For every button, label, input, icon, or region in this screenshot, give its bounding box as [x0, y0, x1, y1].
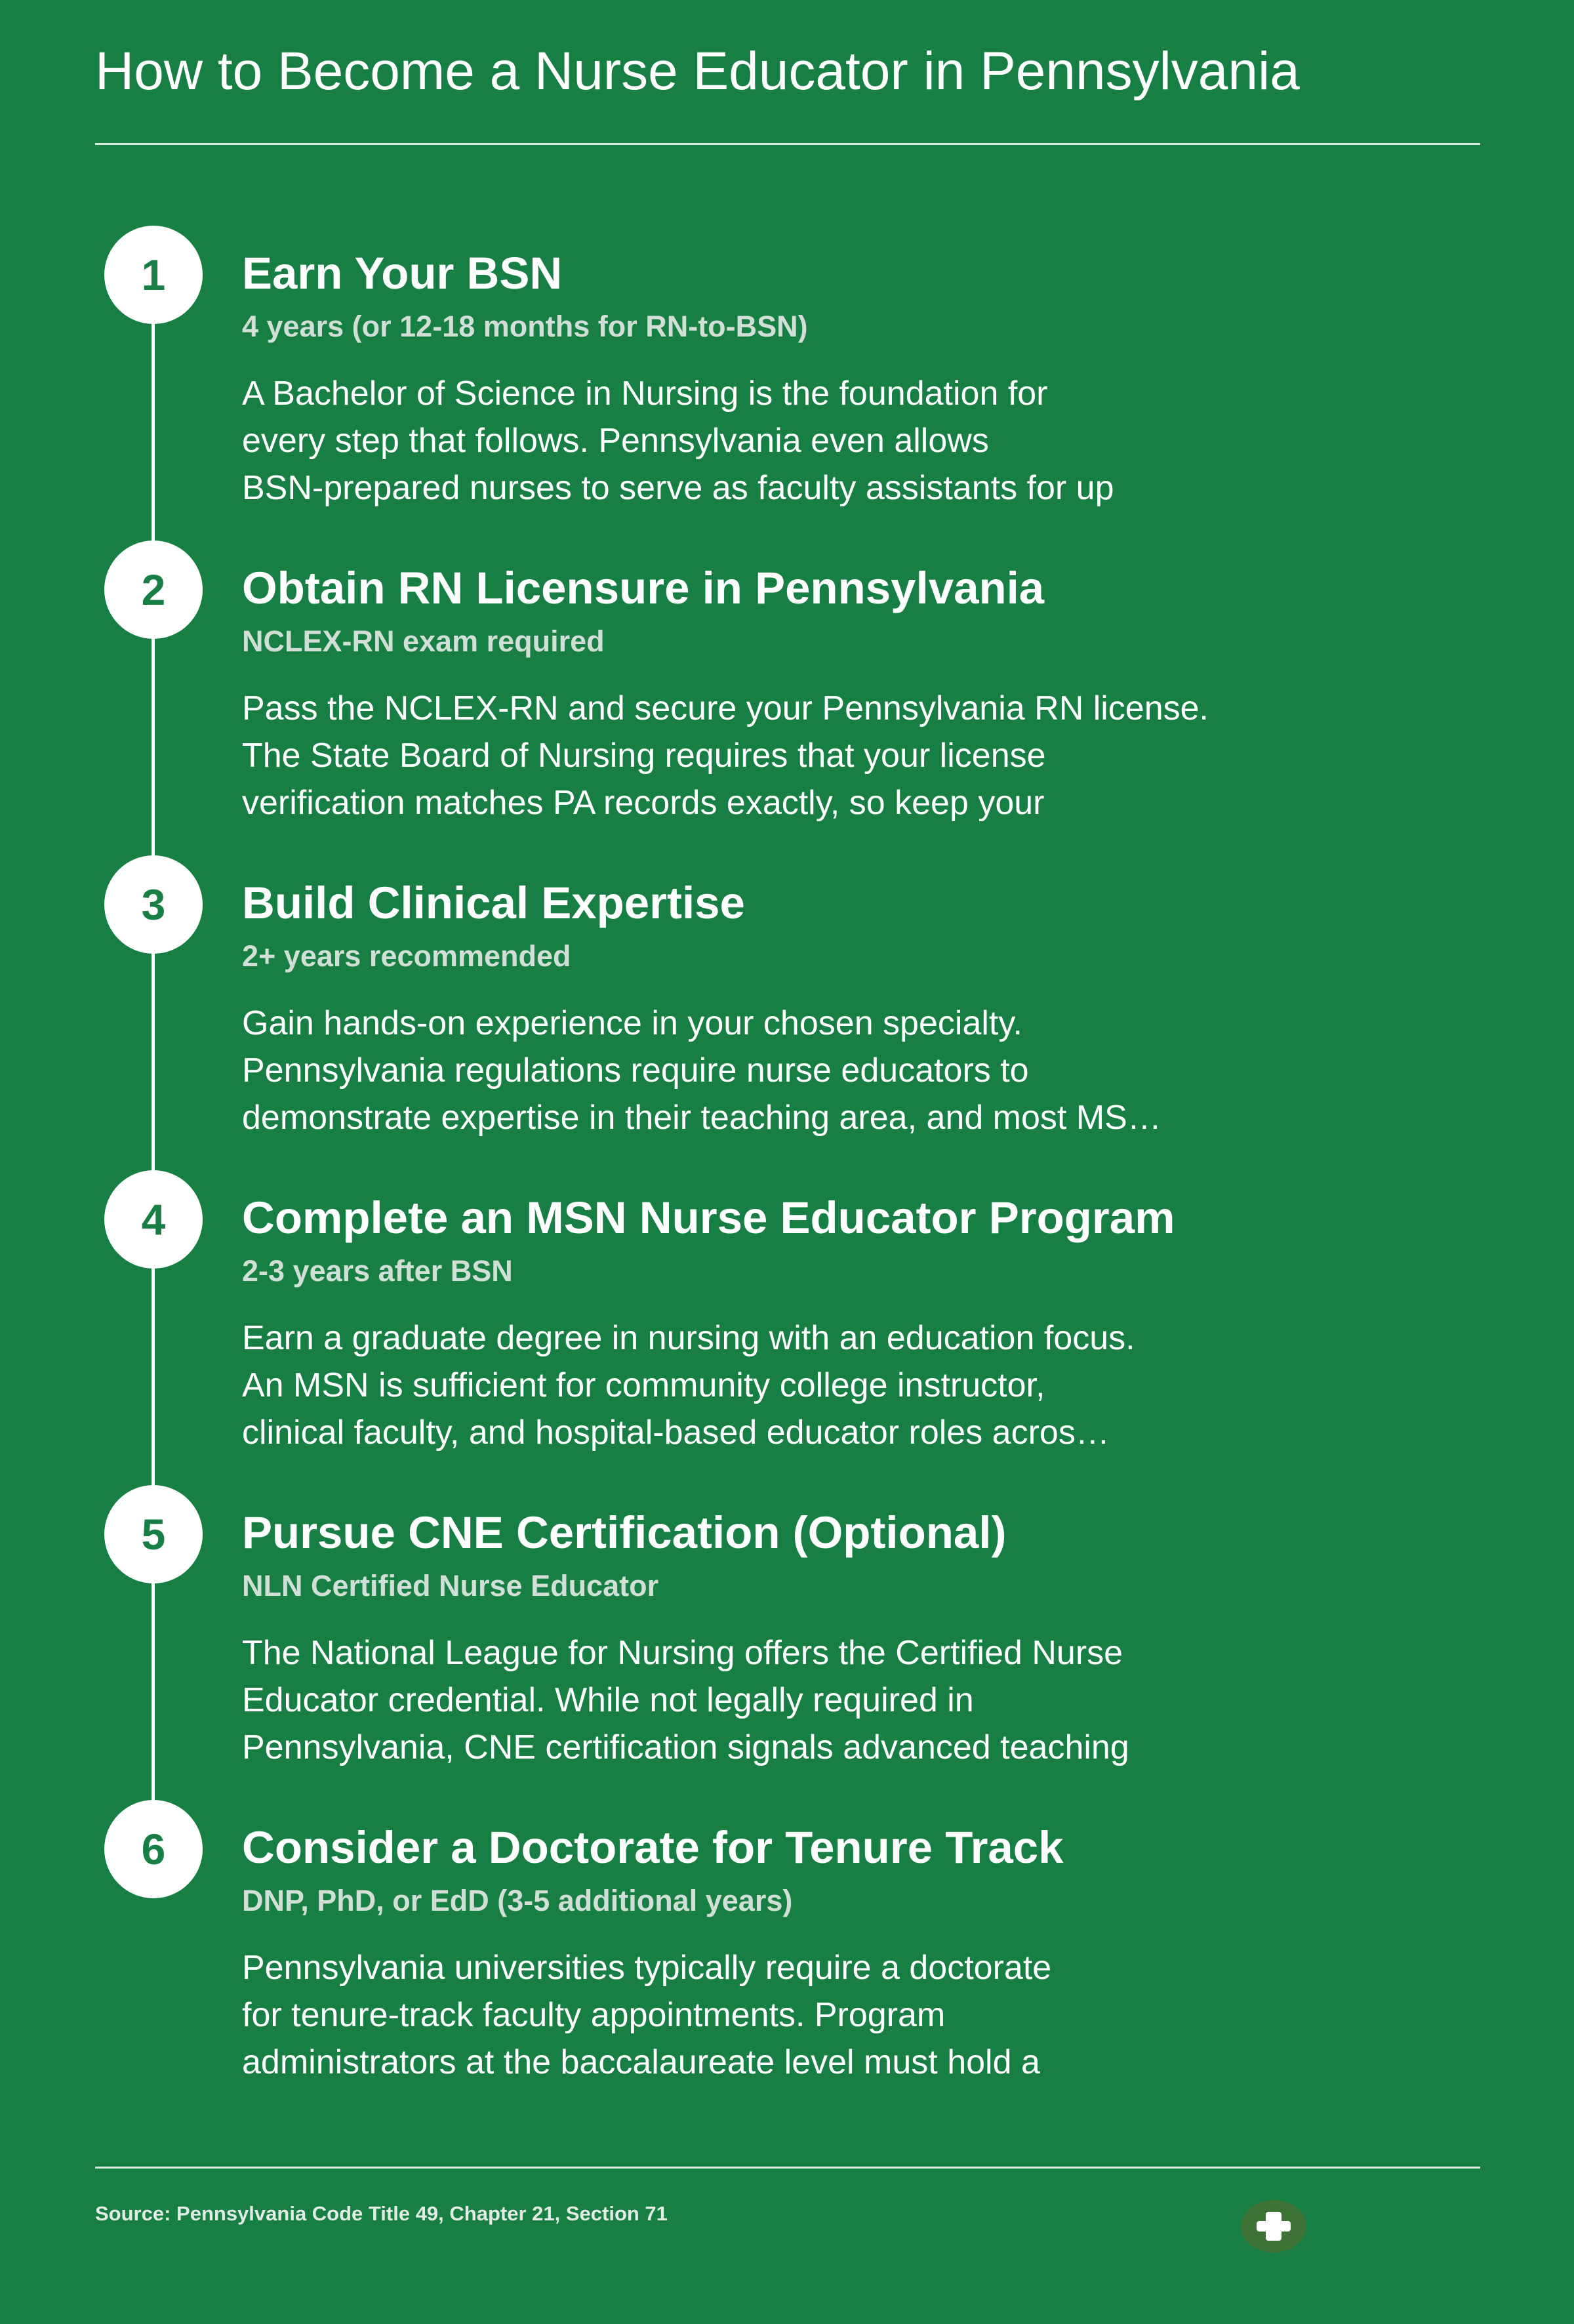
description-line: Gain hands-on experience in your chosen specialty.: [242, 1004, 1022, 1042]
description-line: Pass the NCLEX-RN and secure your Pennsylvania RN license.: [242, 689, 1209, 727]
description-line: Educator credential. While not legally required in: [242, 1681, 974, 1719]
step-duration: NLN Certified Nurse Educator: [242, 1569, 659, 1602]
step-title: Obtain RN Licensure in Pennsylvania: [242, 563, 1045, 613]
step-4: [0, 1170, 1574, 1485]
step-title: Pursue CNE Certification (Optional): [242, 1507, 1007, 1558]
description-line: An MSN is sufficient for community college instructor,: [242, 1366, 1045, 1404]
description-line: A Bachelor of Science in Nursing is the foundation for: [242, 375, 1048, 413]
step-duration: NCLEX-RN exam required: [242, 624, 605, 658]
step-duration: 4 years (or 12-18 months for RN-to-BSN): [242, 310, 808, 343]
step-number-badge: 2: [104, 540, 203, 639]
step-duration: 2-3 years after BSN: [242, 1254, 513, 1288]
footer-divider: [95, 2167, 1480, 2169]
description-line: for tenure-track faculty appointments. Program: [242, 1996, 946, 2034]
step-6: [0, 1800, 1574, 2115]
step-description: [242, 1000, 1357, 1141]
description-line: Earn a graduate degree in nursing with an education focus.: [242, 1319, 1135, 1357]
step-number-badge: 3: [104, 855, 203, 954]
description-line: The State Board of Nursing requires that your license: [242, 737, 1046, 775]
step-3: [0, 855, 1574, 1170]
source-citation: Source: Pennsylvania Code Title 49, Chapter 21, Section 71: [95, 2202, 668, 2225]
description-line: BSN-prepared nurses to serve as faculty assistants for up: [242, 469, 1114, 507]
header-divider: [95, 143, 1480, 145]
step-duration: 2+ years recommended: [242, 939, 571, 973]
step-number-badge: 4: [104, 1170, 203, 1269]
step-description: [242, 1315, 1357, 1456]
step-title: Earn Your BSN: [242, 248, 563, 298]
description-line: Pennsylvania, CNE certification signals advanced teaching: [242, 1728, 1129, 1766]
step-description: [242, 685, 1357, 826]
step-1: [0, 226, 1574, 540]
step-2: [0, 540, 1574, 855]
description-line: The National League for Nursing offers the Certified Nurse: [242, 1634, 1123, 1672]
step-description: [242, 370, 1357, 512]
step-description: [242, 1629, 1357, 1771]
step-title: Complete an MSN Nurse Educator Program: [242, 1193, 1175, 1243]
step-number-badge: 5: [104, 1485, 203, 1583]
medical-cross-icon: [1241, 2200, 1306, 2253]
step-description: [242, 1944, 1357, 2086]
page-title: How to Become a Nurse Educator in Pennsylvania: [95, 41, 1300, 101]
description-line: Pennsylvania universities typically require a doctorate: [242, 1949, 1052, 1987]
description-line: administrators at the baccalaureate level must hold a: [242, 2043, 1040, 2081]
step-number-badge: 1: [104, 226, 203, 324]
description-line: demonstrate expertise in their teaching area, and most MS…: [242, 1099, 1161, 1137]
description-line: every step that follows. Pennsylvania even allows: [242, 422, 989, 460]
step-duration: DNP, PhD, or EdD (3-5 additional years): [242, 1884, 793, 1917]
description-line: clinical faculty, and hospital-based educator roles acros…: [242, 1414, 1110, 1452]
description-line: verification matches PA records exactly, so keep your: [242, 784, 1045, 822]
step-number-badge: 6: [104, 1800, 203, 1898]
step-5: [0, 1485, 1574, 1800]
description-line: Pennsylvania regulations require nurse educators to: [242, 1051, 1029, 1090]
step-title: Consider a Doctorate for Tenure Track: [242, 1822, 1064, 1873]
step-title: Build Clinical Expertise: [242, 878, 745, 928]
